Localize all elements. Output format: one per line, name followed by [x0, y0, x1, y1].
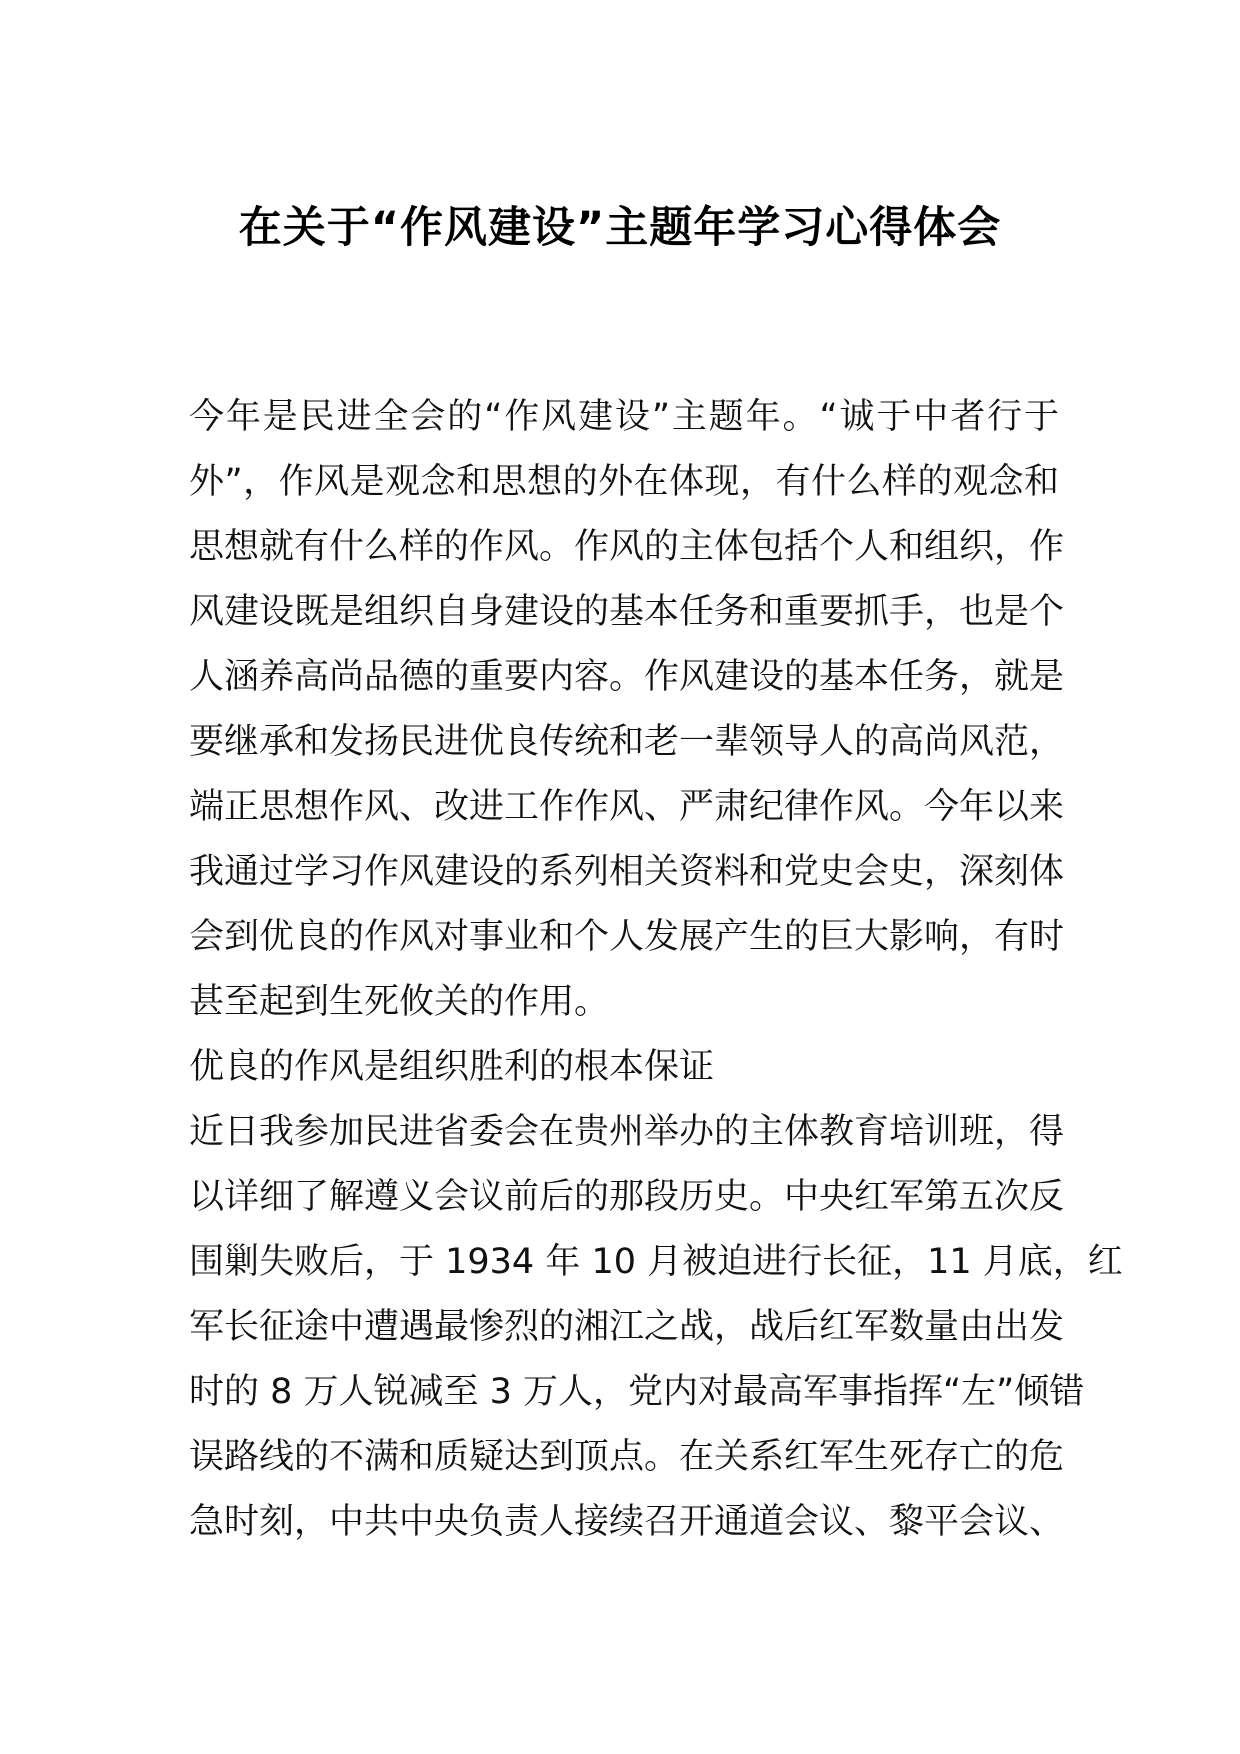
paragraph-line: 军长征途中遭遇最惨烈的湘江之战，战后红军数量由出发	[189, 1307, 1065, 1347]
paragraph-line: 我通过学习作风建设的系列相关资料和党史会史，深刻体	[189, 852, 1065, 892]
paragraph-line: 围剿失败后，于 1934 年 10 月被迫进行长征，11 月底，红	[189, 1242, 1123, 1282]
section-heading-text: 优良的作风是组织胜利的根本保证	[189, 1047, 715, 1087]
paragraph-line: 急时刻，中共中央负责人接续召开通道会议、黎平会议、	[189, 1502, 1065, 1542]
paragraph-line: 会到优良的作风对事业和个人发展产生的巨大影响，有时	[189, 917, 1065, 957]
paragraph-line: 端正思想作风、改进工作作风、严肃纪律作风。今年以来	[189, 787, 1065, 827]
paragraph-line: 风建设既是组织自身建设的基本任务和重要抓手，也是个	[189, 592, 1065, 632]
paragraph-line: 误路线的不满和质疑达到顶点。在关系红军生死存亡的危	[189, 1437, 1065, 1477]
paragraph-line: 近日我参加民进省委会在贵州举办的主体教育培训班，得	[189, 1112, 1065, 1152]
paragraph-line: 以详细了解遵义会议前后的那段历史。中央红军第五次反	[189, 1177, 1065, 1217]
paragraph-line: 人涵养高尚品德的重要内容。作风建设的基本任务，就是	[189, 657, 1065, 697]
section-heading	[189, 1035, 1059, 1100]
document-title: 在关于“作风建设”主题年学习心得体会	[238, 203, 1002, 253]
paragraph-line: 甚至起到生死攸关的作用。	[189, 982, 610, 1022]
paragraph-line: 外”，作风是观念和思想的外在体现，有什么样的观念和	[189, 462, 1059, 502]
paragraph-intro	[189, 385, 1065, 1035]
paragraph-zunyi	[189, 1100, 1123, 1555]
paragraph-line: 要继承和发扬民进优良传统和老一辈领导人的高尚风范，	[189, 722, 1065, 762]
document-body	[189, 385, 1123, 1555]
paragraph-line: 时的 8 万人锐减至 3 万人，党内对最高军事指挥“左”倾错	[189, 1372, 1085, 1412]
paragraph-line: 今年是民进全会的“作风建设”主题年。“诚于中者行于	[189, 397, 1059, 437]
paragraph-line: 思想就有什么样的作风。作风的主体包括个人和组织，作	[189, 527, 1065, 567]
